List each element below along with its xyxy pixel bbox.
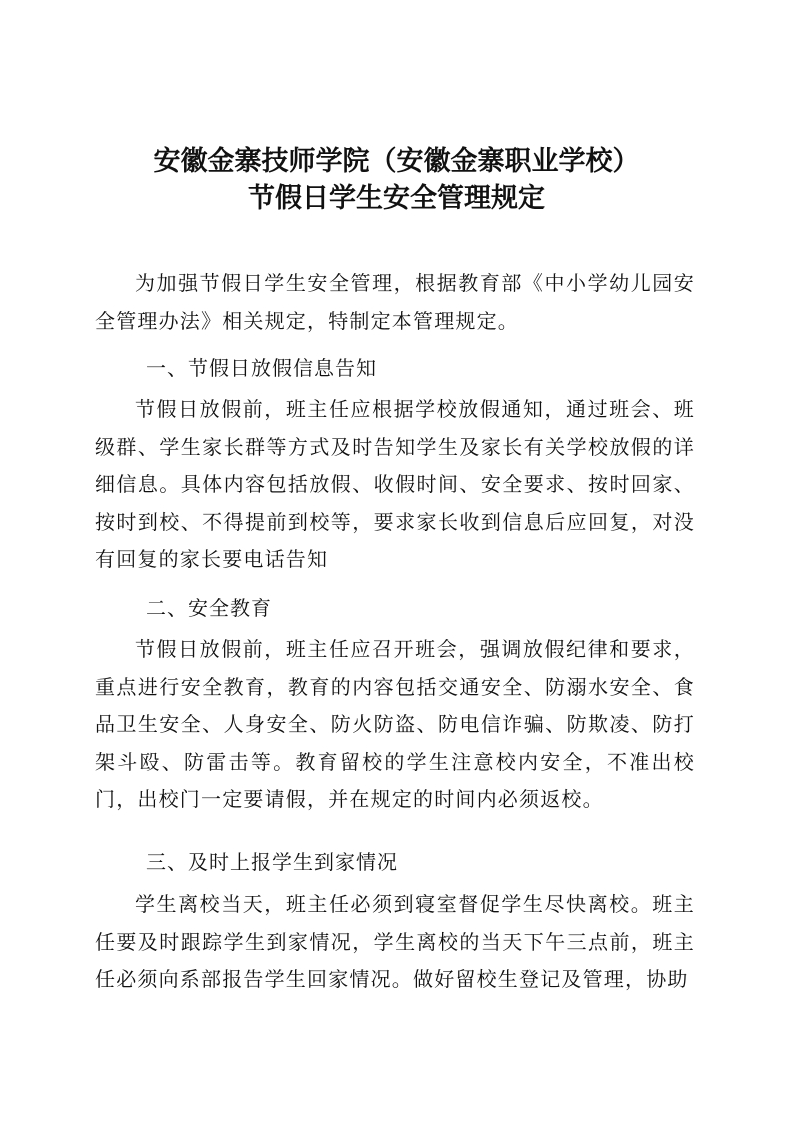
section-body-3: 学生离校当天，班主任必须到寝室督促学生尽快离校。班主任要及时跟踪学生到家情况，学生离校的当天下午三点前，班主任必须向系部报告学生回家情况。做好留校生登记及管理，协助	[95, 892, 695, 991]
section-body-2: 节假日放假前，班主任应召开班会，强调放假纪律和要求，重点进行安全教育，教育的内容包括交通安全、防溺水安全、食品卫生安全、人身安全、防火防盗、防电信诈骗、防欺凌、防打架斗殴、防雷击等。教育留校的学生注意校内安全，不准出校门，出校门一定要请假，并在规定的时间内必须返校。	[95, 637, 695, 811]
section-body-1: 节假日放假前，班主任应根据学校放假通知，通过班会、班级群、学生家长群等方式及时告知学生及家长有关学校放假的详细信息。具体内容包括放假、收假时间、安全要求、按时回家、按时到校、不得提前到校等，要求家长收到信息后应回复，对没有回复的家长要电话告知	[95, 397, 695, 571]
document-title-line1: 安徽金寨技师学院（安徽金寨职业学校）	[153, 146, 640, 177]
section-heading-3: 三、及时上报学生到家情况	[146, 850, 398, 874]
section-heading-1: 一、节假日放假信息告知	[146, 356, 377, 380]
section-heading-2: 二、安全教育	[146, 596, 272, 620]
document-title-line2: 节假日学生安全管理规定	[248, 183, 545, 214]
intro-paragraph: 为加强节假日学生安全管理，根据教育部《中小学幼儿园安全管理办法》相关规定，特制定本管理规定。	[95, 271, 695, 333]
